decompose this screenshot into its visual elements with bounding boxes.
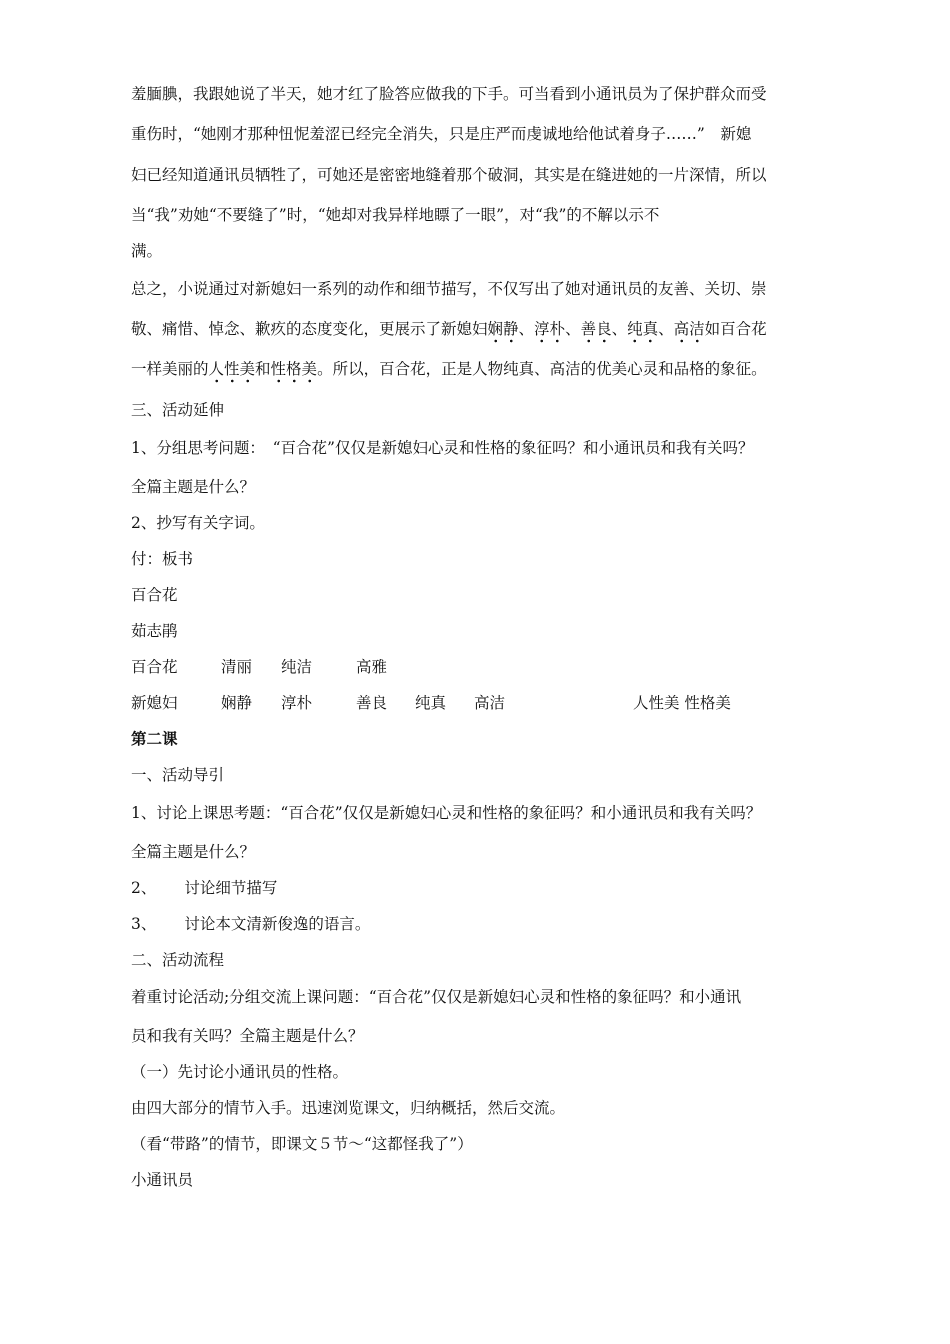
board-cell: 淳朴 xyxy=(281,694,313,712)
text-run: 讨论细节描写 xyxy=(184,879,278,897)
paragraph-line: 小通讯员 xyxy=(131,1171,194,1189)
board-cell: 纯洁 xyxy=(281,658,313,676)
list-number: 3、 xyxy=(131,915,157,933)
paragraph-line: 全篇主题是什么？ xyxy=(131,478,256,496)
board-cell: 人性美 性格美 xyxy=(633,694,731,712)
board-cell: 善良 xyxy=(356,694,388,712)
board-cell: 纯真 xyxy=(415,694,447,712)
emphasis-dotted-text: 人性美 xyxy=(209,360,256,383)
paragraph-line: 总之，小说通过对新媳妇一系列的动作和细节描写，不仅写出了她对通讯员的友善、关切、崇 xyxy=(131,280,767,298)
text-run: 、 xyxy=(611,320,628,338)
emphasis-dotted-text: 纯真 xyxy=(627,320,658,343)
section-heading: 三、活动延伸 xyxy=(131,401,225,419)
section-heading: 一、活动导引 xyxy=(131,766,225,784)
board-cell: 新媳妇 xyxy=(131,694,178,712)
text-run: 、 xyxy=(658,320,674,338)
emphasis-dotted-text: 性格美 xyxy=(271,360,318,383)
list-number: 2、 xyxy=(131,879,157,897)
board-cell: 高雅 xyxy=(356,658,388,676)
lesson-title: 第二课 xyxy=(131,729,178,748)
text-run: 敬、痛惜、悼念、歉疚的态度变化，更展示了新媳妇 xyxy=(131,320,488,338)
paragraph-line: 茹志鹃 xyxy=(131,622,178,640)
board-cell: 高洁 xyxy=(474,694,506,712)
paragraph-line: （一）先讨论小通讯员的性格。 xyxy=(131,1063,349,1081)
paragraph-line xyxy=(131,319,767,339)
paragraph-line xyxy=(131,914,370,934)
emphasis-dotted-text: 淳朴 xyxy=(534,320,565,343)
text-run: 一样美丽的 xyxy=(131,360,209,378)
paragraph-line xyxy=(131,359,767,379)
paragraph-line: 由四大部分的情节入手。迅速浏览课文，归纳概括，然后交流。 xyxy=(131,1099,566,1117)
board-cell: 清丽 xyxy=(221,658,253,676)
paragraph-line: 满。 xyxy=(131,242,163,260)
emphasis-dotted-text: 高洁 xyxy=(674,320,705,343)
emphasis-dotted-text: 善良 xyxy=(581,320,612,343)
paragraph-line: 着重讨论活动;分组交流上课问题：“百合花”仅仅是新媳妇心灵和性格的象征吗？和小通讯 xyxy=(131,988,742,1006)
paragraph-line: 员和我有关吗？全篇主题是什么？ xyxy=(131,1027,364,1045)
section-heading: 二、活动流程 xyxy=(131,951,225,969)
text-run: 如百合花 xyxy=(704,320,767,338)
text-run: 。所以，百合花，正是人物纯真、高洁的优美心灵和品格的象征。 xyxy=(317,360,767,378)
paragraph-line: 1、分组思考问题： “百合花”仅仅是新媳妇心灵和性格的象征吗？和小通讯员和我有关吗？ xyxy=(131,439,754,457)
paragraph-line: 当“我”劝她“不要缝了”时，“她却对我异样地瞟了一眼”，对“我”的不解以示不 xyxy=(131,206,660,224)
board-cell: 娴静 xyxy=(221,694,253,712)
paragraph-line: 2、抄写有关字词。 xyxy=(131,514,265,532)
paragraph-line: 妇已经知道通讯员牺牲了，可她还是密密地缝着那个破洞，其实是在缝进她的一片深情，所以 xyxy=(131,166,767,184)
board-cell: 百合花 xyxy=(131,658,178,676)
text-run: 讨论本文清新俊逸的语言。 xyxy=(184,915,371,933)
text-run: 和 xyxy=(255,360,271,378)
emphasis-dotted-text: 娴静 xyxy=(488,320,519,343)
paragraph-line: 全篇主题是什么？ xyxy=(131,843,256,861)
paragraph-line: 百合花 xyxy=(131,586,178,604)
paragraph-line: 付：板书 xyxy=(131,550,194,568)
text-run: 、 xyxy=(565,320,581,338)
text-run: 、 xyxy=(518,320,535,338)
paragraph-line: 羞腼腆，我跟她说了半天，她才红了脸答应做我的下手。可当看到小通讯员为了保护群众而受 xyxy=(131,85,767,103)
paragraph-line: 1、讨论上课思考题：“百合花”仅仅是新媳妇心灵和性格的象征吗？和小通讯员和我有关吗？ xyxy=(131,804,762,822)
paragraph-line: 重伤时，“她刚才那种忸怩羞涩已经完全消失，只是庄严而虔诚地给他试着身子……” 新媳 xyxy=(131,125,752,143)
paragraph-line xyxy=(131,878,277,898)
paragraph-line: （看“带路”的情节，即课文５节～“这都怪我了”） xyxy=(131,1135,473,1153)
